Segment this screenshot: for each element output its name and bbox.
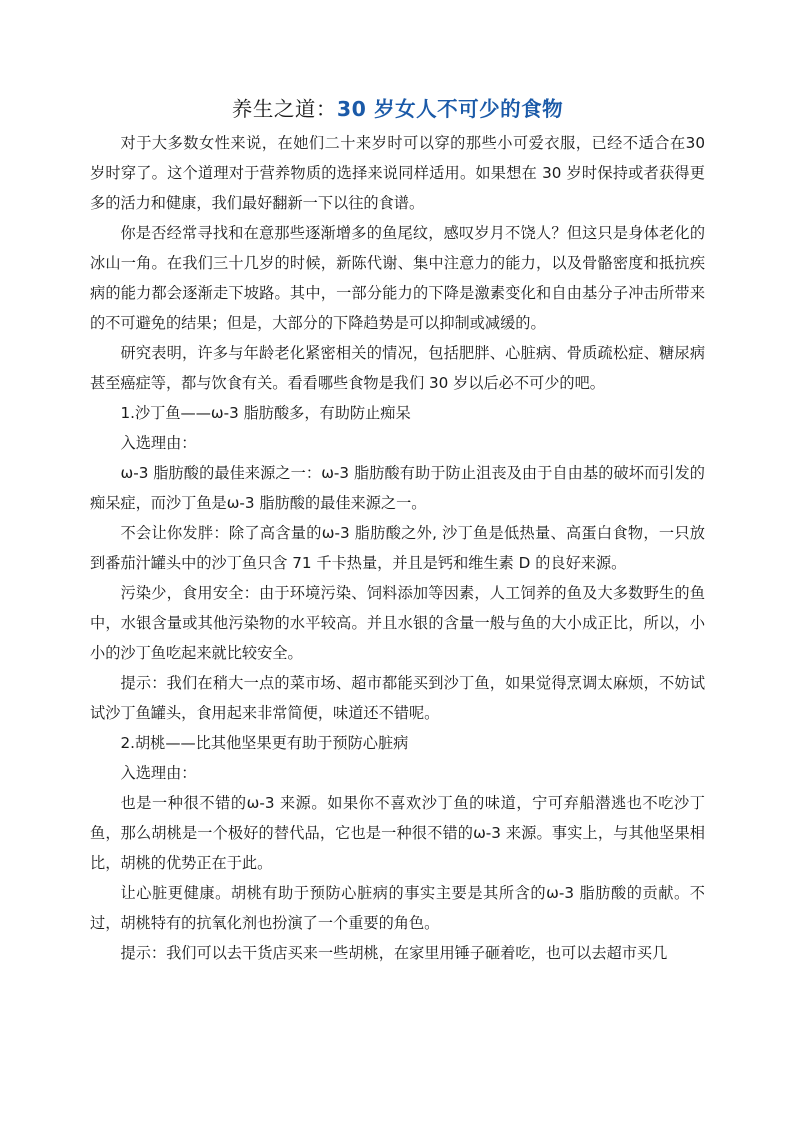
document-page bbox=[90, 92, 705, 968]
title-lead: 养生之道： bbox=[231, 97, 337, 121]
section-heading-sardine: 1.沙丁鱼——ω-3 脂肪酸多，有助防止痴呆 bbox=[120, 404, 411, 422]
section-heading-walnut: 2.胡桃——比其他坚果更有助于预防心脏病 bbox=[120, 734, 409, 752]
reason-label-sardine: 入选理由： bbox=[120, 434, 197, 452]
reason-label-walnut: 入选理由： bbox=[120, 764, 197, 782]
paragraph-sardine-omega3: ω-3 脂肪酸的最佳来源之一：ω-3 脂肪酸有助于防止沮丧及由于自由基的破坏而引发的痴呆症，而沙丁鱼是ω-3 脂肪酸的最佳来源之一。 bbox=[90, 464, 705, 512]
paragraph-walnut-omega3: 也是一种很不错的ω-3 来源。如果你不喜欢沙丁鱼的味道，宁可弃船潜逃也不吃沙丁鱼，那么胡桃是一个极好的替代品，它也是一种很不错的ω-3 来源。事实上，与其他坚果相比，胡桃的优势正在于此。 bbox=[90, 794, 705, 872]
paragraph-sardine-tip: 提示：我们在稍大一点的菜市场、超市都能买到沙丁鱼，如果觉得烹调太麻烦，不妨试试沙丁鱼罐头，食用起来非常简便，味道还不错呢。 bbox=[90, 674, 705, 722]
paragraph-walnut-heart: 让心脏更健康。胡桃有助于预防心脏病的事实主要是其所含的ω-3 脂肪酸的贡献。不过，胡桃特有的抗氧化剂也扮演了一个重要的角色。 bbox=[90, 884, 705, 932]
paragraph-aging: 你是否经常寻找和在意那些逐渐增多的鱼尾纹，感叹岁月不饶人？但这只是身体老化的冰山一角。在我们三十几岁的时候，新陈代谢、集中注意力的能力，以及骨骼密度和抵抗疾病的能力都会逐渐走下坡路。其中，一部分能力的下降是激素变化和自由基分子冲击所带来的不可避免的结果；但是，大部分的下降趋势是可以抑制或减缓的。 bbox=[90, 224, 705, 332]
paragraph-research: 研究表明，许多与年龄老化紧密相关的情况，包括肥胖、心脏病、骨质疏松症、糖尿病甚至癌症等，都与饮食有关。看看哪些食物是我们 30 岁以后必不可少的吧。 bbox=[90, 344, 705, 392]
paragraph-sardine-safety: 污染少，食用安全：由于环境污染、饲料添加等因素，人工饲养的鱼及大多数野生的鱼中，水银含量或其他污染物的水平较高。并且水银的含量一般与鱼的大小成正比，所以，小小的沙丁鱼吃起来就比较安全。 bbox=[90, 584, 705, 662]
paragraph-sardine-calories: 不会让你发胖：除了高含量的ω-3 脂肪酸之外, 沙丁鱼是低热量、高蛋白食物，一只放到番茄汁罐头中的沙丁鱼只含 71 千卡热量，并且是钙和维生素 D 的良好来源。 bbox=[90, 524, 705, 572]
paragraph-walnut-tip: 提示：我们可以去干货店买来一些胡桃，在家里用锤子砸着吃，也可以去超市买几 bbox=[120, 944, 668, 962]
paragraph-intro: 对于大多数女性来说，在她们二十来岁时可以穿的那些小可爱衣服，已经不适合在30 岁时穿了。这个道理对于营养物质的选择来说同样适用。如果想在 30 岁时保持或者获得更多的活力和健康，我们最好翻新一下以往的食谱。 bbox=[90, 134, 705, 212]
document-title bbox=[90, 92, 705, 126]
title-accent: 30 岁女人不可少的食物 bbox=[336, 97, 564, 121]
